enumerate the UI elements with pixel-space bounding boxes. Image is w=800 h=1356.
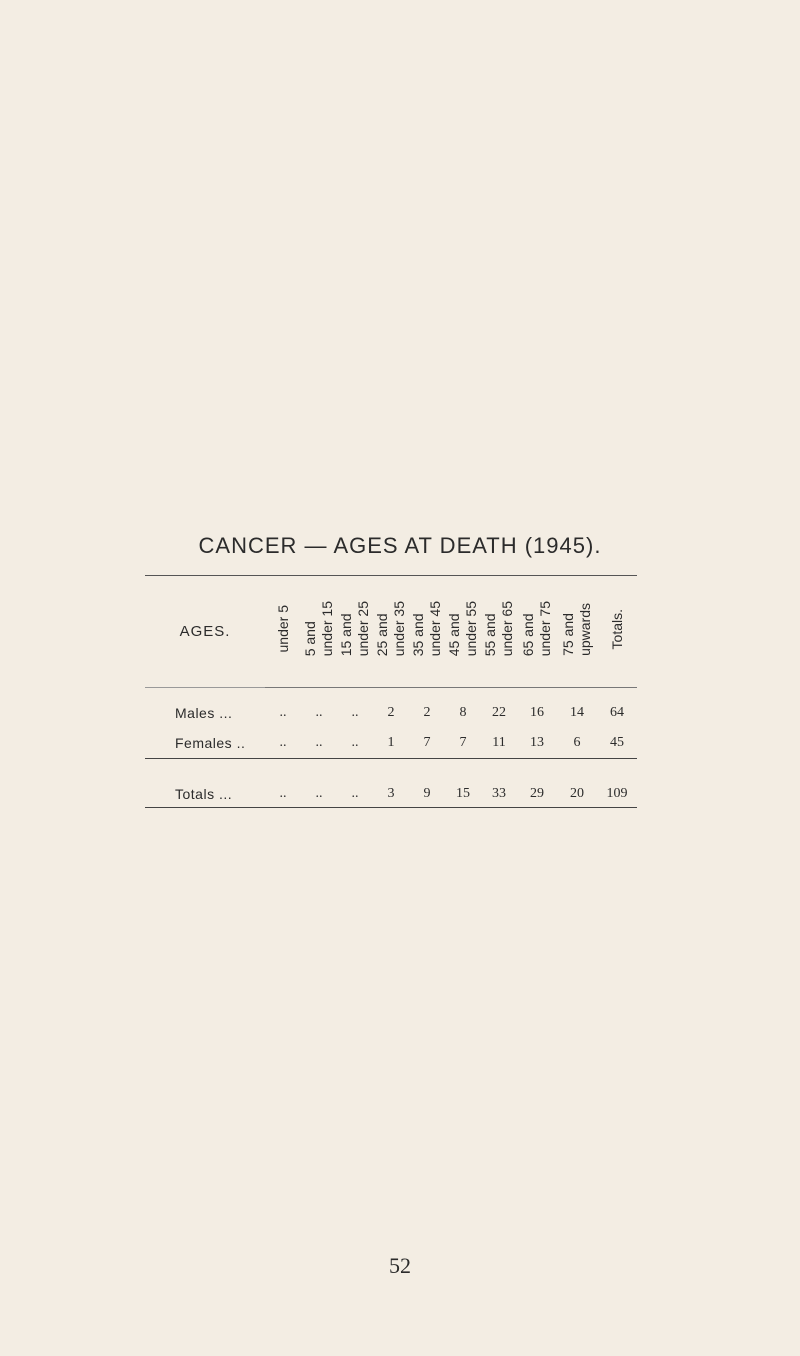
table-cell: 13 (530, 735, 544, 750)
table-cell: 20 (557, 781, 597, 808)
table-cell: .. (351, 705, 359, 720)
table-row-females (145, 728, 637, 759)
table-cell: 11 (492, 735, 506, 750)
table-cell: .. (351, 735, 359, 750)
table-cell: 2 (423, 705, 431, 720)
table-cell: 6 (573, 735, 581, 750)
row-label-females: Females .. (175, 735, 246, 751)
table-cell: .. (279, 735, 287, 750)
table-cell: 14 (570, 705, 584, 720)
table-cell: 9 (409, 781, 445, 808)
table-cell: .. (337, 781, 373, 808)
ages-header: AGES. (145, 576, 265, 688)
table-cell-grand-total: 109 (597, 781, 637, 808)
table-cell: 22 (492, 705, 506, 720)
table-cell: .. (301, 781, 337, 808)
col-header-under-5: under 5 (265, 576, 301, 688)
table-cell: .. (315, 705, 323, 720)
table-row-totals (145, 781, 637, 808)
col-header-totals: Totals. (597, 576, 637, 688)
table-cell-total: 64 (610, 705, 624, 720)
table-cell-total: 45 (610, 735, 624, 750)
table-cell: 2 (387, 705, 395, 720)
table-cell: 16 (530, 705, 544, 720)
table-cell: 7 (459, 735, 467, 750)
col-header-15-25: 15 and under 25 (337, 576, 373, 688)
col-header-45-55: 45 and under 55 (445, 576, 481, 688)
page-number: 52 (389, 1253, 411, 1278)
table-cell: 8 (459, 705, 467, 720)
row-label-males: Males ... (175, 705, 233, 721)
table-cell: 1 (387, 735, 395, 750)
col-header-55-65: 55 and under 65 (481, 576, 517, 688)
table-cell: 29 (517, 781, 557, 808)
header-row (145, 576, 637, 688)
table-cell: .. (265, 781, 301, 808)
col-header-5-15: 5 and under 15 (301, 576, 337, 688)
table-cell: .. (315, 735, 323, 750)
page-title: CANCER — AGES AT DEATH (1945). (198, 533, 602, 558)
table-cell: .. (279, 705, 287, 720)
table-cell: 33 (481, 781, 517, 808)
table-cell: 15 (445, 781, 481, 808)
table-cell: 3 (373, 781, 409, 808)
table-row-males (145, 698, 637, 728)
col-header-65-75: 65 and under 75 (517, 576, 557, 688)
row-label-totals: Totals ... (145, 781, 265, 808)
ages-at-death-table (145, 575, 637, 808)
col-header-35-45: 35 and under 45 (409, 576, 445, 688)
table-cell: 7 (423, 735, 431, 750)
col-header-75-up: 75 and upwards (557, 576, 597, 688)
col-header-25-35: 25 and under 35 (373, 576, 409, 688)
